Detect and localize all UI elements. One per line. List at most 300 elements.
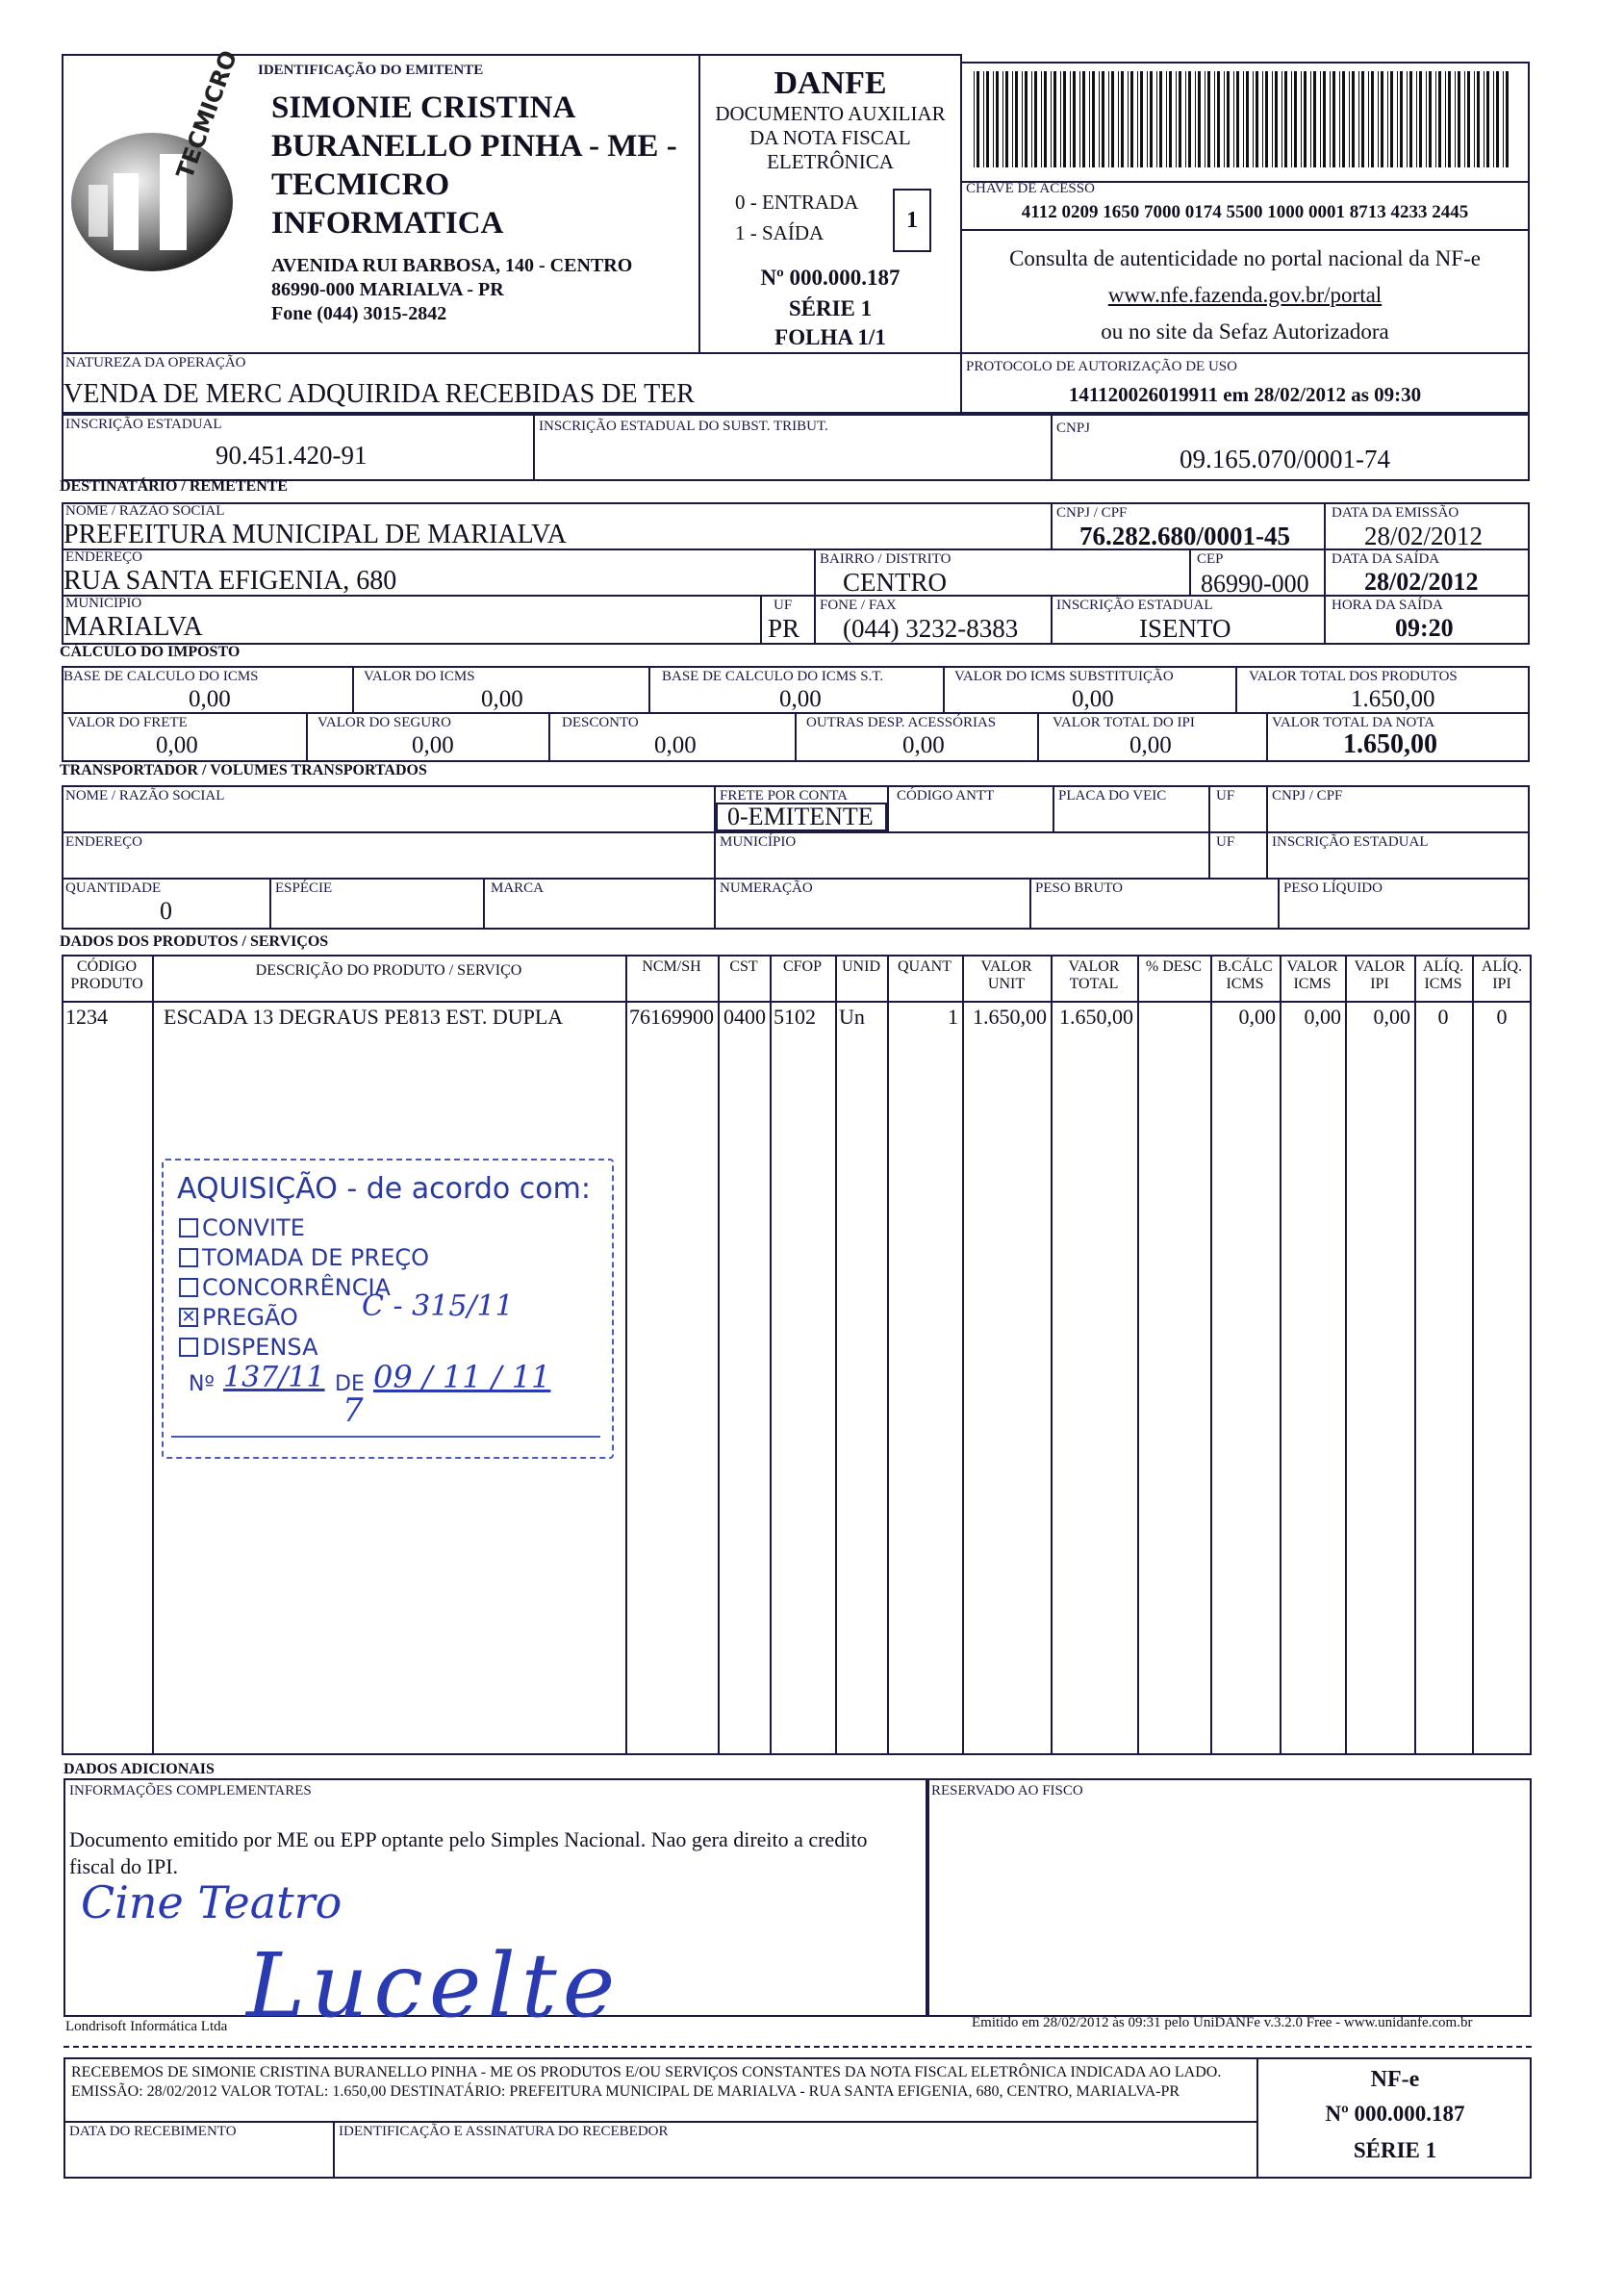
canhoto-nfe: NF-e (1370, 2067, 1420, 2092)
transp-numeracao-label: NUMERAÇÃO (720, 880, 813, 896)
frete-label: VALOR DO FRETE (67, 715, 188, 730)
imposto-col-divider (1037, 712, 1039, 762)
barcode-bar (1128, 71, 1129, 167)
natureza-label: NATUREZA DA OPERAÇÃO (65, 355, 246, 370)
produtos-header-divider (62, 1001, 1532, 1003)
imposto-col-divider (795, 712, 797, 762)
dest-nome-value: PREFEITURA MUNICIPAL DE MARIALVA (63, 520, 568, 549)
icms-st-base-value: 0,00 (779, 686, 822, 712)
signature: Lucelte (246, 1934, 622, 2037)
dest-hora-value: 09:20 (1395, 614, 1454, 642)
produtos-header-cell: VALOR UNIT (980, 958, 1032, 993)
barcode-bar (1416, 71, 1417, 167)
barcode-bar (1378, 71, 1379, 167)
barcode-bar (1332, 71, 1335, 167)
software-credit: Londrisoft Informática Ltda (65, 2019, 228, 2034)
canhoto-divider (63, 2121, 1256, 2123)
danfe-serie: SÉRIE 1 (788, 296, 873, 320)
total-nota-label: VALOR TOTAL DA NOTA (1272, 715, 1435, 730)
transp-col-divider (1053, 785, 1054, 831)
barcode-bar (1034, 71, 1037, 167)
produtos-cell: 1.650,00 (1059, 1005, 1133, 1029)
ie-st-label: INSCRIÇÃO ESTADUAL DO SUBST. TRIBUT. (539, 419, 828, 434)
barcode-bar (1060, 71, 1061, 167)
barcode-bar (1185, 71, 1186, 167)
barcode-bar (1099, 71, 1100, 167)
barcode-bar (1053, 71, 1056, 167)
barcode-bar (1407, 71, 1408, 167)
transp-marca-label: MARCA (491, 880, 545, 896)
cnpj-emit-label: CNPJ (1056, 421, 1091, 436)
dest-municipio-label: MUNICÍPIO (65, 596, 142, 611)
checkbox-icon (179, 1338, 198, 1357)
total-ipi-label: VALOR TOTAL DO IPI (1053, 715, 1195, 730)
barcode-bar (1486, 71, 1489, 167)
barcode-bar (1458, 71, 1460, 167)
produtos-cell: 0,00 (1238, 1005, 1276, 1029)
emitente-address (271, 254, 632, 326)
emitente-name-line: BURANELLO PINHA - ME - (271, 129, 677, 164)
barcode-bar (1217, 71, 1220, 167)
produtos-col-divider (1210, 955, 1212, 1755)
frete-value: 0,00 (156, 732, 198, 758)
barcode (974, 71, 1518, 167)
produtos-header-cell: % DESC (1145, 958, 1203, 975)
barcode-bar (1022, 71, 1023, 167)
produtos-header-cell: ALÍQ. ICMS (1422, 958, 1464, 993)
produtos-col-divider (1345, 955, 1347, 1755)
barcode-bar (1342, 71, 1345, 167)
barcode-bar (974, 71, 975, 167)
danfe-saida: 1 - SAÍDA (735, 221, 825, 244)
barcode-bar (1265, 71, 1268, 167)
cnpj-emit-value: 09.165.070/0001-74 (1180, 445, 1390, 473)
barcode-bar (1339, 71, 1340, 167)
icms-st-valor-label: VALOR DO ICMS SUBSTITUIÇÃO (954, 669, 1174, 684)
natureza-value: VENDA DE MERC ADQUIRIDA RECEBIDAS DE TER (63, 379, 695, 409)
barcode-bar (1256, 71, 1258, 167)
barcode-bar (1301, 71, 1302, 167)
dest-nome-label: NOME / RAZÃO SOCIAL (65, 503, 225, 519)
imposto-col-divider (648, 666, 650, 714)
barcode-bar (1176, 71, 1177, 167)
desconto-label: DESCONTO (562, 715, 639, 730)
fisco-label: RESERVADO AO FISCO (931, 1783, 1083, 1799)
barcode-bar (1262, 71, 1263, 167)
transp-uf-label: UF (1216, 788, 1235, 804)
produtos-col-divider (625, 955, 627, 1755)
barcode-bar (1041, 71, 1042, 167)
chave-value: 4112 0209 1650 7000 0174 5500 1000 0001 8713 4233 2445 (1021, 202, 1469, 222)
fisco-box (926, 1778, 1532, 2017)
canhoto-numero: Nº 000.000.187 (1325, 2102, 1465, 2126)
dest-col-divider (1189, 548, 1191, 595)
imposto-col-divider (548, 712, 550, 762)
transp-col-divider (887, 785, 889, 831)
barcode-bar (1313, 71, 1316, 167)
dest-hora-label: HORA DA SAÍDA (1332, 598, 1443, 613)
barcode-bar (1400, 71, 1403, 167)
produtos-col-divider (1051, 955, 1053, 1755)
barcode-bar (986, 71, 989, 167)
barcode-bar (1409, 71, 1412, 167)
produtos-col-divider (887, 955, 889, 1755)
produtos-cell: 0,00 (1304, 1005, 1341, 1029)
barcode-bar (1089, 71, 1090, 167)
outras-desp-value: 0,00 (902, 732, 945, 758)
danfe-folha: FOLHA 1/1 (774, 325, 886, 349)
barcode-bar (1137, 71, 1138, 167)
checkbox-icon (179, 1278, 198, 1297)
produtos-header-cell: DESCRIÇÃO DO PRODUTO / SERVIÇO (255, 962, 522, 979)
barcode-bar (1419, 71, 1422, 167)
handwritten-note: Cine Teatro (81, 1876, 343, 1928)
barcode-bar (1108, 71, 1109, 167)
transportador-section-label: TRANSPORTADOR / VOLUMES TRANSPORTADOS (60, 762, 427, 778)
dest-col-divider (814, 548, 816, 645)
barcode-bar (1031, 71, 1032, 167)
transp-especie-label: ESPÉCIE (275, 880, 333, 896)
barcode-bar (1294, 71, 1297, 167)
icms-base-value: 0,00 (189, 686, 231, 712)
transp-col-divider (1208, 785, 1210, 878)
adicionais-section-label: DADOS ADICIONAIS (63, 1761, 215, 1777)
barcode-bar (1474, 71, 1475, 167)
barcode-bar (1159, 71, 1162, 167)
dest-col-divider (760, 595, 762, 645)
barcode-bar (1198, 71, 1201, 167)
barcode-bar (1397, 71, 1398, 167)
transp-col-divider (269, 878, 271, 930)
stamp-option-label: PREGÃO (202, 1304, 298, 1331)
danfe-subtitle (700, 102, 960, 174)
produtos-col-divider (1414, 955, 1416, 1755)
transp-frete-label: FRETE POR CONTA (720, 788, 848, 804)
stamp-option-label: DISPENSA (202, 1334, 318, 1361)
imposto-section-label: CÁLCULO DO IMPOSTO (60, 644, 241, 660)
transp-col-divider (1029, 878, 1031, 930)
transp-peso-liquido-label: PESO LÍQUIDO (1283, 880, 1383, 896)
dest-ie-value: ISENTO (1139, 614, 1231, 643)
transp-municipio-label: MUNICÍPIO (720, 834, 797, 850)
canhoto-divider (333, 2121, 335, 2179)
barcode-bar (1361, 71, 1364, 167)
stamp-de-prefix: DE (335, 1372, 365, 1396)
checkbox-icon (179, 1218, 198, 1237)
barcode-bar (1291, 71, 1292, 167)
dest-emissao-label: DATA DA EMISSÃO (1332, 505, 1459, 521)
dest-ie-label: INSCRIÇÃO ESTADUAL (1056, 598, 1213, 613)
barcode-bar (1435, 71, 1436, 167)
transp-row-divider (62, 831, 1530, 833)
imposto-col-divider (1235, 666, 1237, 714)
barcode-bar (1381, 71, 1383, 167)
transp-qtd-label: QUANTIDADE (65, 880, 162, 896)
barcode-bar (1330, 71, 1331, 167)
dest-cep-value: 86990-000 (1201, 570, 1309, 598)
dest-cnpj-label: CNPJ / CPF (1056, 505, 1128, 521)
barcode-bar (1368, 71, 1369, 167)
barcode-bar (1073, 71, 1076, 167)
barcode-bar (1236, 71, 1239, 167)
produtos-col-divider (718, 955, 720, 1755)
emitente-section-label: IDENTIFICAÇÃO DO EMITENTE (258, 63, 484, 78)
produtos-cell: 0 (1437, 1005, 1449, 1029)
desconto-value: 0,00 (654, 732, 697, 758)
transp-row-divider (62, 878, 1530, 880)
icms-st-base-label: BASE DE CALCULO DO ICMS S.T. (662, 669, 884, 684)
dest-municipio-value: MARIALVA (63, 612, 203, 642)
produtos-cell: 1.650,00 (973, 1005, 1047, 1029)
produtos-cell: 0400 (723, 1005, 766, 1029)
stamp-numero-prefix: Nº (189, 1372, 215, 1396)
ie-value: 90.451.420-91 (216, 441, 368, 470)
emitente-name (271, 89, 677, 242)
barcode-bar (1102, 71, 1104, 167)
imposto-col-divider (943, 666, 945, 714)
produtos-col-divider (770, 955, 772, 1755)
barcode-bar (1467, 71, 1470, 167)
produtos-col-divider (1472, 955, 1474, 1755)
barcode-bar (1426, 71, 1427, 167)
barcode-bar (1195, 71, 1196, 167)
barcode-bar (1455, 71, 1456, 167)
produtos-col-divider (1137, 955, 1139, 1755)
total-produtos-value: 1.650,00 (1351, 686, 1435, 712)
checked-checkbox-icon: ✕ (179, 1308, 198, 1327)
dest-col-divider (1051, 595, 1053, 645)
dest-col-divider (1051, 502, 1053, 548)
produtos-cell: ESCADA 13 DEGRAUS PE813 EST. DUPLA (164, 1005, 564, 1029)
stamp-option-label: CONVITE (202, 1214, 305, 1241)
barcode-bar (1323, 71, 1326, 167)
barcode-bar (1320, 71, 1321, 167)
transp-frete-value: 0-EMITENTE (727, 803, 874, 830)
danfe-tipo: 1 (906, 208, 918, 233)
barcode-bar (1224, 71, 1225, 167)
cut-line (63, 2046, 1532, 2048)
danfe-numero: Nº 000.000.187 (760, 266, 901, 290)
barcode-bar (1188, 71, 1191, 167)
barcode-bar (1445, 71, 1446, 167)
emitente-name-line: SIMONIE CRISTINA (271, 90, 576, 125)
barcode-bar (1070, 71, 1071, 167)
produtos-cell: 0,00 (1373, 1005, 1410, 1029)
barcode-bar (1275, 71, 1278, 167)
dest-bairro-label: BAIRRO / DISTRITO (820, 551, 952, 567)
barcode-bar (977, 71, 979, 167)
total-ipi-value: 0,00 (1129, 732, 1172, 758)
barcode-bar (1253, 71, 1254, 167)
transp-endereco-label: ENDEREÇO (65, 834, 142, 850)
barcode-bar (1284, 71, 1287, 167)
emitido-credit: Emitido em 28/02/2012 às 09:31 pelo UniDANFe v.3.2.0 Free - www.unidanfe.com.br (972, 2015, 1473, 2030)
imposto-col-divider (352, 666, 354, 714)
produtos-cell: Un (839, 1005, 865, 1029)
barcode-bar (1166, 71, 1167, 167)
produtos-header-cell: VALOR ICMS (1286, 958, 1338, 993)
chave-url[interactable]: www.nfe.fazenda.gov.br/portal (1107, 283, 1383, 307)
barcode-bar (1130, 71, 1133, 167)
dest-fone-label: FONE / FAX (820, 598, 897, 613)
produtos-header-cell: B.CÁLC ICMS (1217, 958, 1273, 993)
barcode-bar (1243, 71, 1244, 167)
produtos-col-divider (962, 955, 964, 1755)
transp-uf2-label: UF (1216, 834, 1235, 850)
barcode-bar (1121, 71, 1124, 167)
barcode-bar (1025, 71, 1028, 167)
barcode-bar (1150, 71, 1153, 167)
stamp-option-label: TOMADA DE PREÇO (202, 1244, 430, 1271)
transp-col-divider (1278, 878, 1280, 930)
produtos-header-cell: QUANT (898, 958, 952, 975)
produtos-cell: 76169900 (629, 1005, 714, 1029)
barcode-bar (1207, 71, 1210, 167)
barcode-bar (1079, 71, 1080, 167)
danfe-subtitle-line: DA NOTA FISCAL (749, 126, 911, 149)
icms-valor-value: 0,00 (481, 686, 523, 712)
barcode-bar (1477, 71, 1480, 167)
barcode-bar (1429, 71, 1432, 167)
barcode-bar (1118, 71, 1119, 167)
info-label: INFORMAÇÕES COMPLEMENTARES (69, 1783, 312, 1799)
stamp-under-mark: 7 (343, 1391, 364, 1430)
produtos-header-cell: VALOR TOTAL (1068, 958, 1120, 993)
company-logo (67, 96, 260, 289)
barcode-bar (1387, 71, 1388, 167)
transp-col-divider (1266, 785, 1268, 878)
barcode-bar (983, 71, 984, 167)
stamp-numero: 137/11 (223, 1361, 325, 1394)
produtos-header-cell: VALOR IPI (1354, 958, 1406, 993)
stamp-title: AQUISIÇÃO - de acordo com: (177, 1172, 591, 1206)
emitente-name-line: TECMICRO (271, 167, 450, 202)
produtos-cell: 0 (1496, 1005, 1508, 1029)
icms-valor-label: VALOR DO ICMS (364, 669, 475, 684)
barcode-bar (1310, 71, 1311, 167)
checkbox-icon (179, 1248, 198, 1267)
stamp-bottom-rule (171, 1436, 600, 1438)
chave-label: CHAVE DE ACESSO (966, 181, 1095, 196)
imposto-col-divider (1266, 712, 1268, 762)
ie-label: INSCRIÇÃO ESTADUAL (65, 417, 222, 432)
transp-ie-label: INSCRIÇÃO ESTADUAL (1272, 834, 1429, 850)
canhoto-serie: SÉRIE 1 (1353, 2138, 1437, 2162)
imposto-col-divider (306, 712, 308, 762)
protocolo-label: PROTOCOLO DE AUTORIZAÇÃO DE USO (966, 359, 1237, 374)
barcode-bar (1371, 71, 1374, 167)
barcode-bar (1044, 71, 1047, 167)
barcode-bar (1493, 71, 1494, 167)
produtos-header-cell: UNID (842, 958, 880, 975)
produtos-cell: 1234 (65, 1005, 108, 1029)
danfe-entrada: 0 - ENTRADA (735, 191, 859, 214)
produtos-section-label: DADOS DOS PRODUTOS / SERVIÇOS (60, 933, 329, 950)
seguro-value: 0,00 (412, 732, 454, 758)
barcode-bar (1005, 71, 1008, 167)
barcode-bar (1304, 71, 1307, 167)
transp-peso-bruto-label: PESO BRUTO (1035, 880, 1123, 896)
barcode-bar (1179, 71, 1181, 167)
info-text: Documento emitido por ME ou EPP optante pelo Simples Nacional. Nao gera direito a credito fiscal do IPI. (69, 1827, 868, 1878)
barcode-bar (1496, 71, 1499, 167)
barcode-bar (1012, 71, 1013, 167)
transp-placa-label: PLACA DO VEIC (1058, 788, 1167, 804)
barcode-bar (993, 71, 994, 167)
produtos-header-cell: CÓDIGO PRODUTO (70, 958, 143, 993)
total-nota-value: 1.650,00 (1343, 729, 1437, 759)
barcode-bar (1464, 71, 1465, 167)
barcode-bar (996, 71, 999, 167)
barcode-bar (1002, 71, 1003, 167)
logo-text: TECMICRO (171, 46, 243, 183)
dest-saida-value: 28/02/2012 (1364, 568, 1479, 596)
produtos-col-divider (1280, 955, 1281, 1755)
stamp-option-label: CONCORRÊNCIA (202, 1274, 391, 1301)
transp-antt-label: CÓDIGO ANTT (897, 788, 995, 804)
total-produtos-label: VALOR TOTAL DOS PRODUTOS (1249, 669, 1458, 684)
produtos-header-cell: CFOP (782, 958, 823, 975)
barcode-bar (1506, 71, 1509, 167)
dest-uf-value: PR (768, 614, 800, 643)
dest-emissao-value: 28/02/2012 (1364, 522, 1484, 550)
dest-cep-label: CEP (1197, 551, 1224, 567)
destinatario-section-label: DESTINATÁRIO / REMETENTE (60, 478, 289, 495)
emitente-phone: Fone (044) 3015-2842 (271, 303, 447, 324)
produtos-header-cell: NCM/SH (642, 958, 701, 975)
canhoto-assinatura-label: IDENTIFICAÇÃO E ASSINATURA DO RECEBEDOR (339, 2124, 669, 2139)
outras-desp-label: OUTRAS DESP. ACESSÓRIAS (806, 715, 997, 730)
transp-cnpj-label: CNPJ / CPF (1272, 788, 1343, 804)
produtos-col-divider (835, 955, 837, 1755)
barcode-bar (1438, 71, 1441, 167)
produtos-header-cell: ALÍQ. IPI (1481, 958, 1523, 993)
dest-bairro-value: CENTRO (843, 568, 947, 597)
dest-saida-label: DATA DA SAÍDA (1332, 551, 1440, 567)
barcode-bar (1214, 71, 1215, 167)
danfe-subtitle-line: DOCUMENTO AUXILIAR (715, 102, 946, 125)
barcode-bar (1063, 71, 1066, 167)
barcode-bar (1358, 71, 1359, 167)
danfe-subtitle-line: ELETRÔNICA (767, 150, 894, 173)
barcode-bar (1015, 71, 1018, 167)
barcode-bar (1082, 71, 1085, 167)
barcode-bar (1051, 71, 1052, 167)
produtos-header-cell: CST (729, 958, 758, 975)
protocolo-value: 141120026019911 em 28/02/2012 as 09:30 (1068, 383, 1422, 406)
chave-sefaz: ou no site da Sefaz Autorizadora (1101, 319, 1389, 344)
barcode-bar (1503, 71, 1504, 167)
barcode-bar (1246, 71, 1249, 167)
barcode-bar (1147, 71, 1148, 167)
canhoto-data-label: DATA DO RECEBIMENTO (69, 2124, 237, 2139)
barcode-bar (1390, 71, 1393, 167)
transp-qtd-value: 0 (160, 897, 172, 925)
icms-base-label: BASE DE CALCULO DO ICMS (63, 669, 259, 684)
barcode-bar (1448, 71, 1451, 167)
barcode-bar (1349, 71, 1350, 167)
emitente-name-line: INFORMATICA (271, 206, 504, 241)
dest-cnpj-value: 76.282.680/0001-45 (1079, 522, 1290, 550)
barcode-bar (1156, 71, 1157, 167)
dest-endereco-value: RUA SANTA EFIGENIA, 680 (63, 566, 397, 596)
barcode-bar (1272, 71, 1273, 167)
canhoto-recebemos: RECEBEMOS DE SIMONIE CRISTINA BURANELLO PINHA - ME OS PRODUTOS E/OU SERVIÇOS CONSTANTES DA NOTA FISCAL ELETRÔNICA INDICADA AO LADO. EMISSÃO: 28/02/2012 VALOR TOTAL: 1.650,00 DESTINATÁRIO: PREFEITURA MUNICIPAL DE MARIALVA - RUA SANTA EFIGENIA, 680, CENTRO, MARIALVA-PR (71, 2064, 1222, 2100)
barcode-bar (1111, 71, 1114, 167)
aquisicao-stamp (162, 1159, 614, 1459)
barcode-bar (1352, 71, 1355, 167)
produtos-cell: 1 (948, 1005, 958, 1029)
